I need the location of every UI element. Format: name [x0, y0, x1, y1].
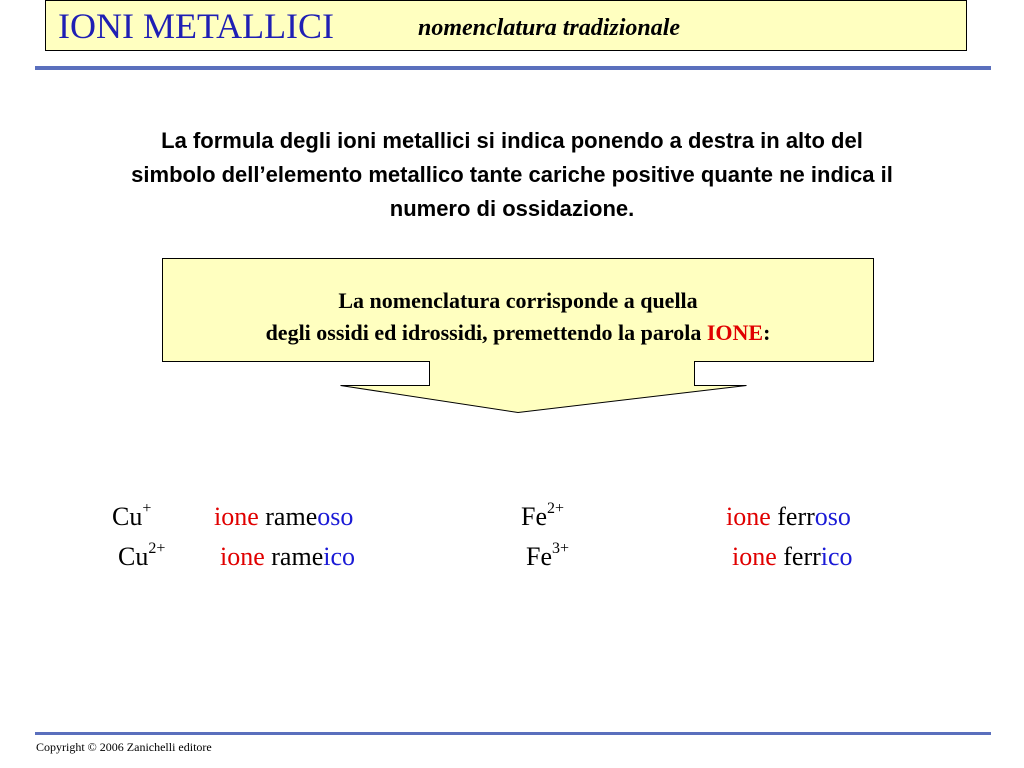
- ion-name-fe3: [732, 542, 853, 572]
- ion-charge: +: [142, 500, 152, 518]
- ione-word: ione: [220, 542, 265, 571]
- intro-line-1: La formula degli ioni metallici si indica ponendo a destra in alto del: [161, 128, 863, 153]
- bottom-divider: [35, 732, 991, 735]
- intro-line-2: simbolo dell’elemento metallico tante cariche positive quante ne indica il: [131, 162, 893, 187]
- name-root: rame: [265, 502, 318, 531]
- callout-text: [162, 285, 874, 349]
- ion-symbol: Fe: [526, 542, 552, 571]
- callout-line-2: [162, 317, 874, 349]
- ione-word: ione: [214, 502, 259, 531]
- ion-charge: 3+: [552, 540, 570, 558]
- ion-symbol: Cu: [118, 542, 149, 571]
- slide-subtitle: nomenclatura tradizionale: [418, 15, 681, 41]
- name-suffix: ico: [323, 542, 355, 571]
- intro-line-3: numero di ossidazione.: [389, 196, 635, 221]
- callout-arrow-box: [162, 258, 874, 362]
- ion-name-fe2: [726, 502, 851, 532]
- top-divider: [35, 66, 991, 70]
- name-root: ferr: [777, 502, 815, 531]
- name-suffix: oso: [317, 502, 354, 531]
- intro-paragraph: [10, 124, 1014, 226]
- ion-charge: 2+: [547, 500, 565, 518]
- slide-title: IONI METALLICI: [58, 6, 335, 46]
- ion-charge: 2+: [148, 540, 166, 558]
- copyright-notice: Copyright © 2006 Zanichelli editore: [36, 740, 212, 754]
- ion-formula-cu1: [112, 502, 151, 532]
- ione-word: ione: [726, 502, 771, 531]
- ion-formula-cu2: [118, 542, 165, 572]
- ion-formula-fe3: [526, 542, 569, 572]
- name-root: rame: [271, 542, 324, 571]
- callout-line-1: La nomenclatura corrisponde a quella: [338, 288, 698, 313]
- ion-symbol: Cu: [112, 502, 143, 531]
- ion-symbol: Fe: [521, 502, 547, 531]
- ion-name-cu2: [220, 542, 355, 572]
- name-root: ferr: [783, 542, 821, 571]
- callout-keyword: IONE: [706, 320, 764, 345]
- callout-line-2-text: degli ossidi ed idrossidi, premettendo la parola: [265, 320, 707, 345]
- name-suffix: oso: [814, 502, 851, 531]
- ion-formula-fe2: [521, 502, 564, 532]
- ion-name-cu1: [214, 502, 353, 532]
- callout-colon: :: [763, 320, 771, 345]
- ione-word: ione: [732, 542, 777, 571]
- title-box: [45, 0, 967, 51]
- name-suffix: ico: [820, 542, 853, 571]
